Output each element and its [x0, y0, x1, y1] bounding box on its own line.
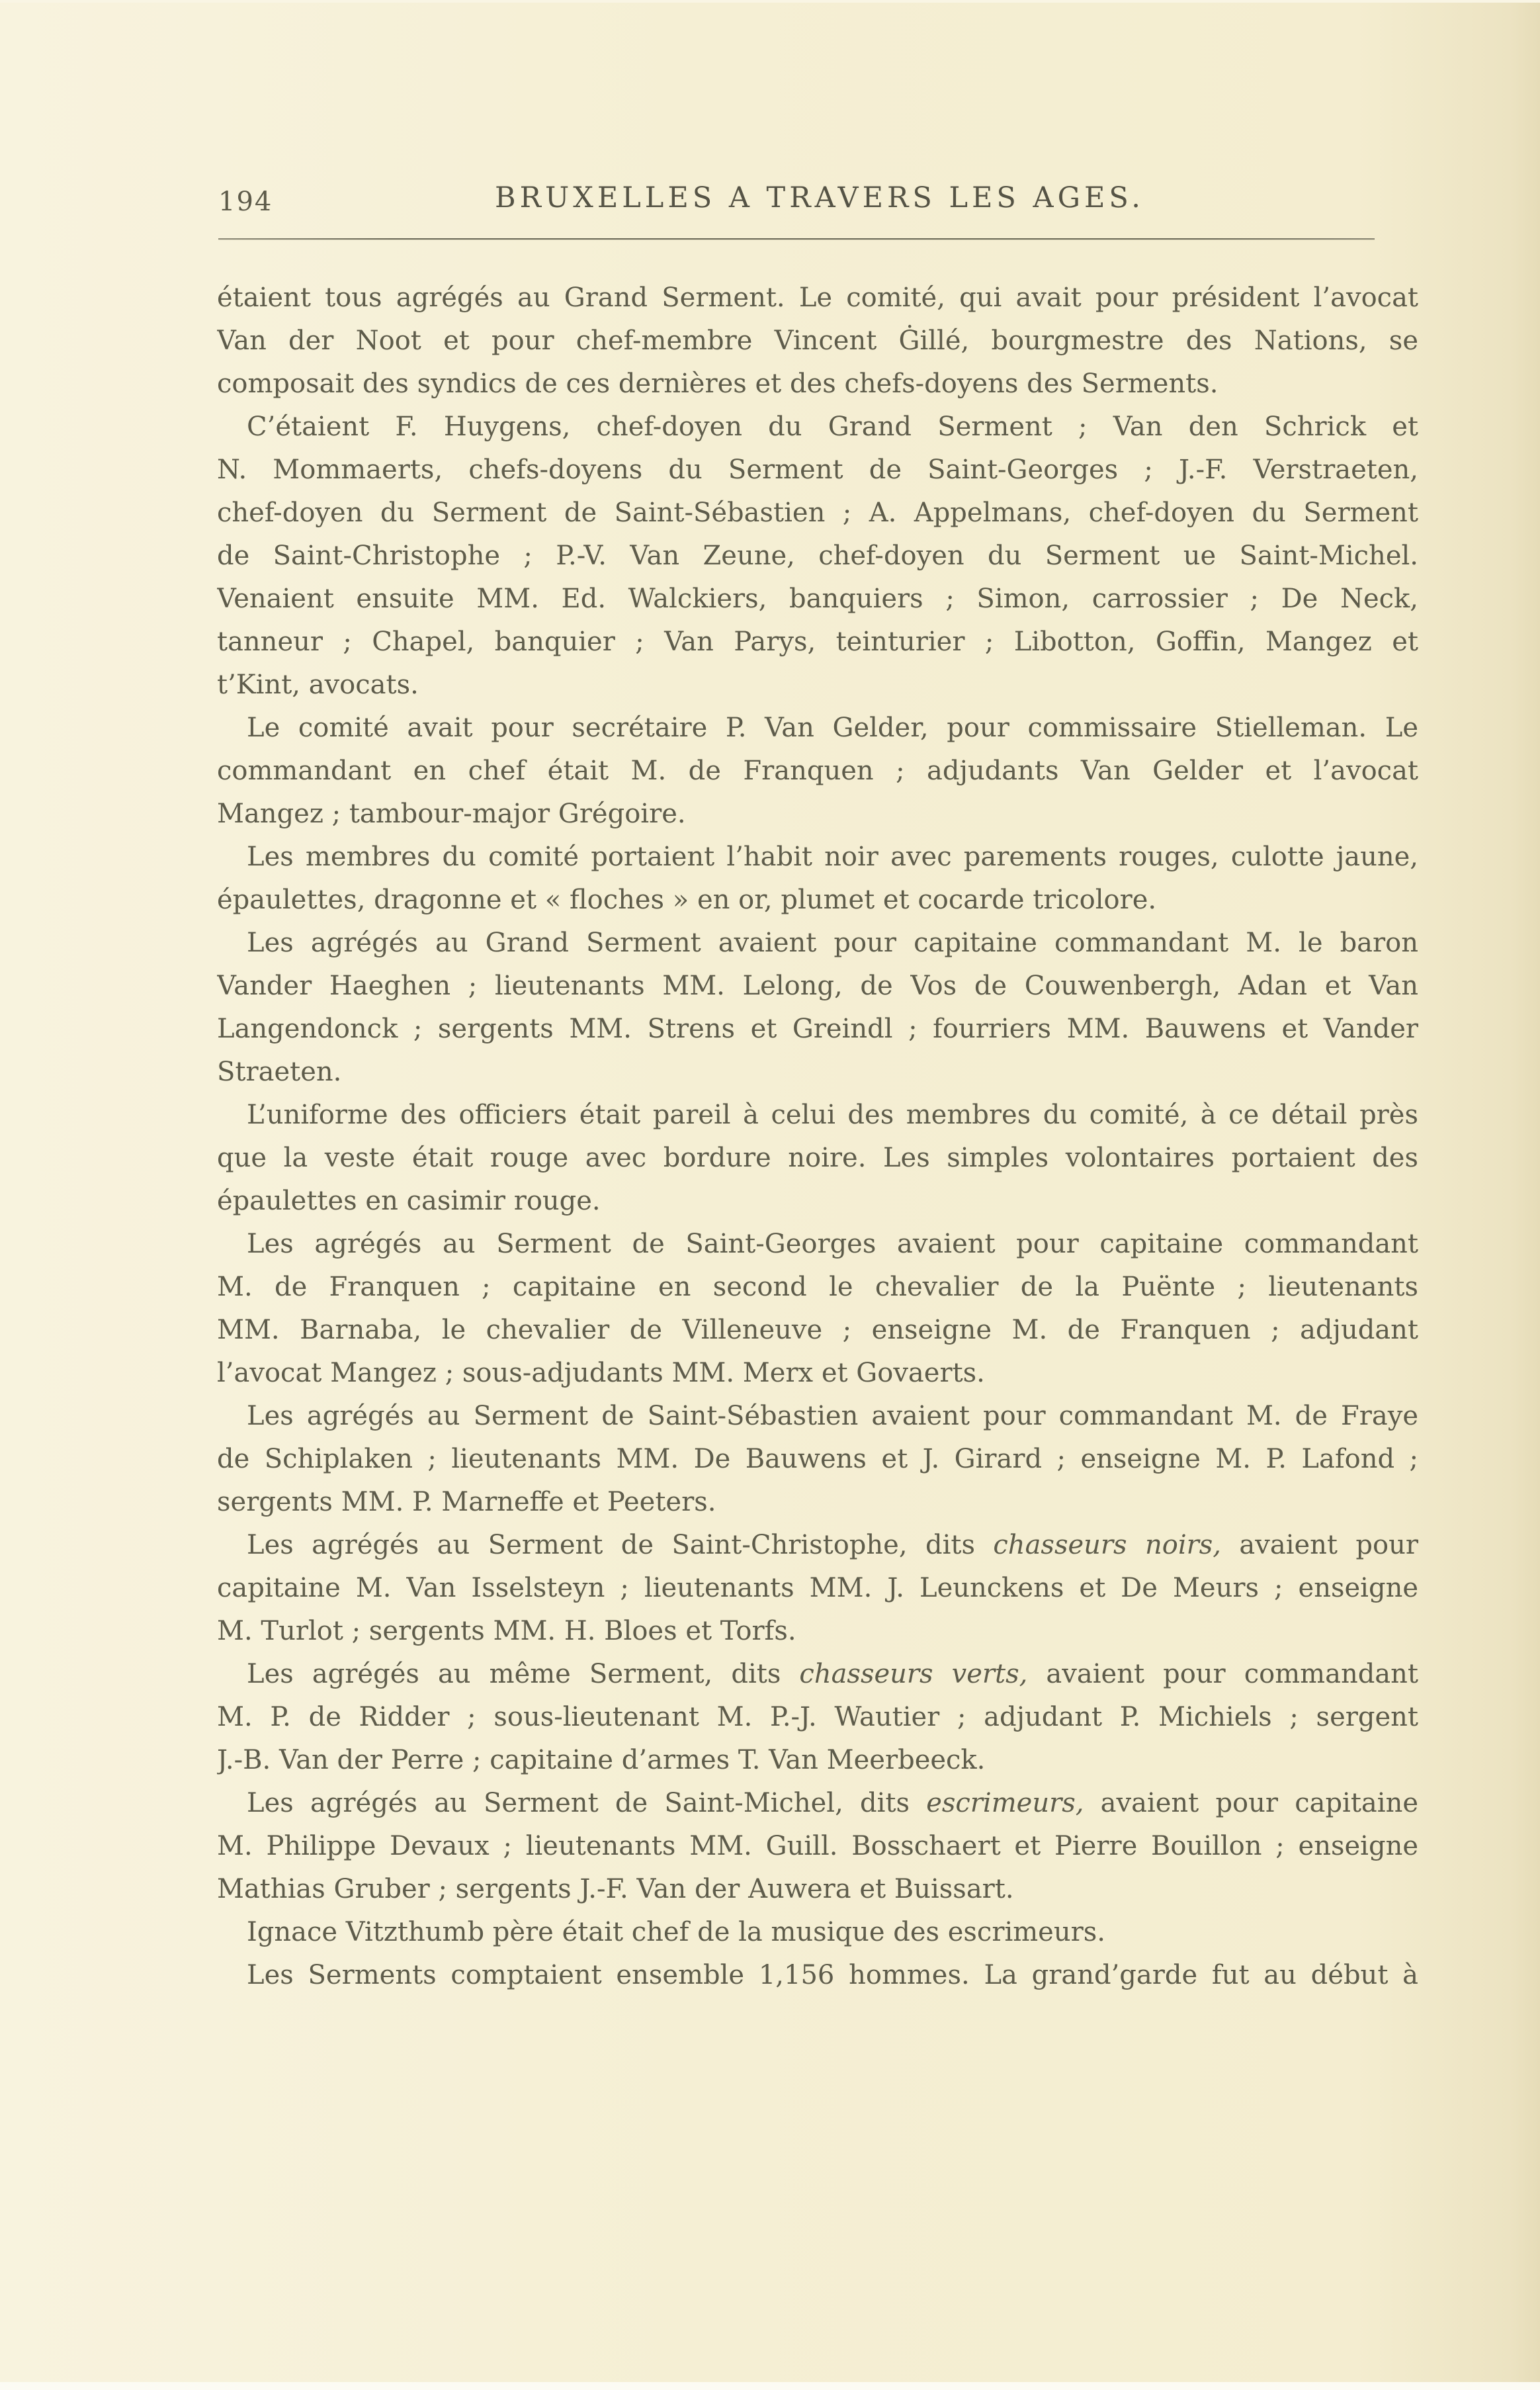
text-segment: avaient pour commandant [1027, 1659, 1418, 1689]
text-line: L’uniforme des officiers était pareil à celui des membres du comité, à ce détail près [247, 1100, 1418, 1130]
paragraph [217, 277, 1418, 406]
paragraph [217, 1395, 1418, 1524]
text-line: M. Turlot ; sergents MM. H. Bloes et Torfs. [217, 1616, 796, 1646]
text-segment: Les agrégés au Serment de Saint-Christophe, dits [247, 1530, 994, 1560]
text-line: capitaine M. Van Isselsteyn ; lieutenants MM. J. Leunckens et De Meurs ; enseigne [217, 1573, 1418, 1603]
italic-term: chasseurs noirs, [993, 1530, 1221, 1560]
paragraph [217, 406, 1418, 707]
text-line: Straeten. [217, 1057, 342, 1087]
paragraph [217, 1911, 1418, 1954]
text-line: que la veste était rouge avec bordure noire. Les simples volontaires portaient des [217, 1143, 1418, 1173]
paragraph [217, 836, 1418, 922]
text-line: M. Philippe Devaux ; lieutenants MM. Guill. Bosschaert et Pierre Bouillon ; enseigne [217, 1831, 1418, 1861]
text-line: C’étaient F. Huygens, chef-doyen du Grand Serment ; Van den Schrick et [247, 412, 1418, 442]
text-line: Venaient ensuite MM. Ed. Walckiers, banquiers ; Simon, carrossier ; De Neck, [217, 584, 1418, 614]
text-line: t’Kint, avocats. [217, 670, 419, 700]
text-line: commandant en chef était M. de Franquen ; adjudants Van Gelder et l’avocat [217, 756, 1418, 786]
text-line: de Saint-Christophe ; P.-V. Van Zeune, chef-doyen du Serment ue Saint-Michel. [217, 541, 1418, 571]
text-line: épaulettes en casimir rouge. [217, 1186, 601, 1216]
paragraph [217, 707, 1418, 836]
text-line: Ignace Vitzthumb père était chef de la musique des escrimeurs. [247, 1917, 1105, 1947]
text-line: J.-B. Van der Perre ; capitaine d’armes T. Van Meerbeeck. [217, 1745, 986, 1775]
paragraph [217, 1782, 1418, 1911]
text-line: tanneur ; Chapel, banquier ; Van Parys, teinturier ; Libotton, Goffin, Mangez et [217, 627, 1418, 657]
paragraph [217, 1223, 1418, 1395]
scan-edge-bottom [0, 2382, 1540, 2390]
text-line: Van der Noot et pour chef-membre Vincent Ġillé, bourgmestre des Nations, se [217, 326, 1418, 356]
text-line: Vander Haeghen ; lieutenants MM. Lelong, de Vos de Couwenbergh, Adan et Van [217, 971, 1418, 1001]
page-number: 194 [218, 187, 273, 217]
paragraph [217, 1524, 1418, 1653]
text-block [217, 277, 1418, 1997]
text-segment: avaient pour capitaine [1084, 1788, 1418, 1818]
text-segment: Les agrégés au Serment de Saint-Michel, dits [247, 1788, 927, 1818]
text-line: N. Mommaerts, chefs-doyens du Serment de Saint-Georges ; J.-F. Verstraeten, [217, 455, 1418, 485]
text-line: l’avocat Mangez ; sous-adjudants MM. Merx et Govaerts. [217, 1358, 985, 1388]
text-line: M. P. de Ridder ; sous-lieutenant M. P.-J. Wautier ; adjudant P. Michiels ; sergent [217, 1702, 1418, 1732]
text-line: Les Serments comptaient ensemble 1,156 hommes. La grand’garde fut au début à [247, 1960, 1418, 1990]
text-line: épaulettes, dragonne et « floches » en or, plumet et cocarde tricolore. [217, 885, 1157, 915]
paragraph [217, 1954, 1418, 1997]
text-line: Les agrégés au Serment de Saint-Sébastien avaient pour commandant M. de Fraye [247, 1401, 1418, 1431]
text-line: Les membres du comité portaient l’habit noir avec parements rouges, culotte jaune, [247, 842, 1418, 872]
text-segment: Les agrégés au même Serment, dits [247, 1659, 800, 1689]
text-line: de Schiplaken ; lieutenants MM. De Bauwens et J. Girard ; enseigne M. P. Lafond ; [217, 1444, 1418, 1474]
text-line: sergents MM. P. Marneffe et Peeters. [217, 1487, 716, 1517]
text-line [217, 1782, 1418, 1825]
header-rule [218, 238, 1375, 240]
text-segment: avaient pour [1220, 1530, 1418, 1560]
text-line [217, 1653, 1418, 1696]
text-line [217, 1524, 1418, 1567]
text-line: Mangez ; tambour-major Grégoire. [217, 799, 686, 829]
text-line: Langendonck ; sergents MM. Strens et Greindl ; fourriers MM. Bauwens et Vander [217, 1014, 1418, 1044]
text-line: composait des syndics de ces dernières et des chefs-doyens des Serments. [217, 369, 1219, 399]
paragraph [217, 1653, 1418, 1782]
text-line: Le comité avait pour secrétaire P. Van Gelder, pour commissaire Stielleman. Le [247, 713, 1418, 743]
italic-term: chasseurs verts, [799, 1659, 1028, 1689]
text-line: MM. Barnaba, le chevalier de Villeneuve ; enseigne M. de Franquen ; adjudant [217, 1315, 1418, 1345]
scan-edge-top [0, 0, 1540, 3]
text-line: M. de Franquen ; capitaine en second le chevalier de la Puënte ; lieutenants [217, 1272, 1418, 1302]
text-line: Les agrégés au Grand Serment avaient pour capitaine commandant M. le baron [247, 928, 1418, 958]
running-title: BRUXELLES A TRAVERS LES AGES. [495, 181, 1144, 214]
text-line: Les agrégés au Serment de Saint-Georges avaient pour capitaine commandant [247, 1229, 1418, 1259]
text-line: étaient tous agrégés au Grand Serment. Le comité, qui avait pour président l’avocat [217, 283, 1418, 313]
italic-term: escrimeurs, [926, 1788, 1084, 1818]
paragraph [217, 1094, 1418, 1223]
text-line: chef-doyen du Serment de Saint-Sébastien ; A. Appelmans, chef-doyen du Serment [217, 498, 1418, 528]
paragraph [217, 922, 1418, 1094]
text-line: Mathias Gruber ; sergents J.-F. Van der Auwera et Buissart. [217, 1874, 1014, 1904]
